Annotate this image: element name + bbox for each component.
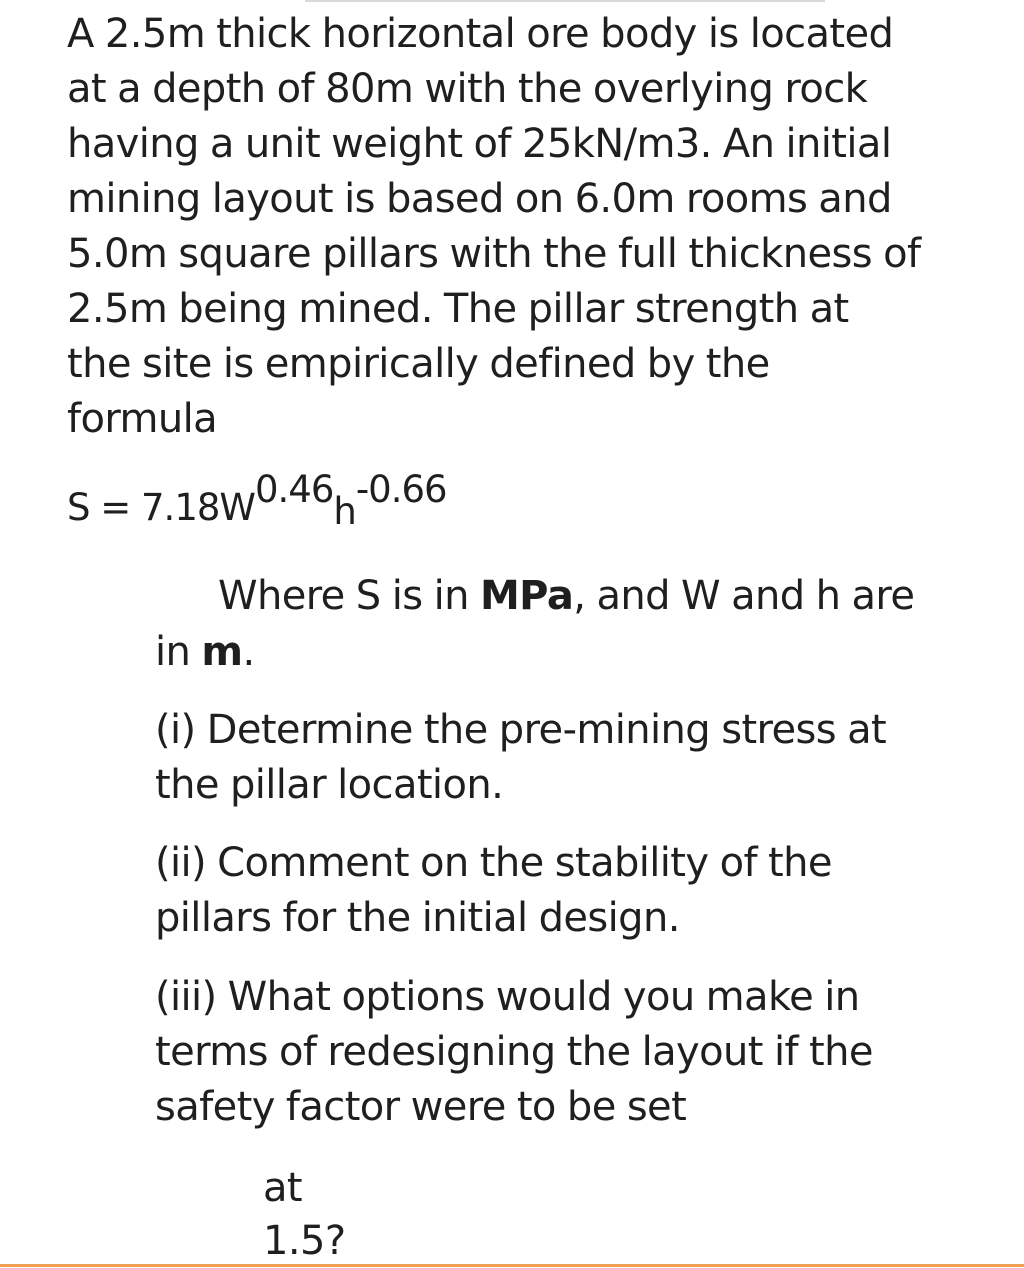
question-ii — [155, 836, 1005, 946]
units-note-line-1 — [155, 568, 995, 624]
question-line: safety factor were to be set — [155, 1084, 687, 1130]
top-divider — [305, 0, 825, 2]
question-line: (ii) Comment on the stability of the — [155, 840, 832, 886]
intro-line: formula — [67, 396, 218, 442]
intro-line: 2.5m being mined. The pillar strength at — [67, 286, 849, 332]
units-line2-prefix: in — [155, 629, 202, 675]
question-line: (i) Determine the pre-mining stress at — [155, 707, 887, 753]
question-line: (iii) What options would you make in — [155, 974, 860, 1020]
tail-line: at — [263, 1165, 302, 1211]
question-i — [155, 703, 1005, 813]
units-prefix: Where S is in — [218, 573, 480, 619]
bottom-divider — [0, 1264, 1024, 1267]
pillar-strength-formula — [67, 468, 447, 538]
units-middle: , and W and h are — [573, 573, 915, 619]
question-line: pillars for the initial design. — [155, 895, 680, 941]
question-line: terms of redesigning the layout if the — [155, 1029, 873, 1075]
formula-h-base: h — [333, 490, 356, 533]
question-line: the pillar location. — [155, 762, 504, 808]
tail-line: 1.5? — [263, 1218, 346, 1264]
formula-lhs: S = 7.18W — [67, 486, 255, 529]
safety-factor-value — [263, 1162, 345, 1268]
units-line2-suffix: . — [242, 629, 255, 675]
intro-line: the site is empirically defined by the — [67, 341, 770, 387]
units-note-line-2 — [155, 624, 995, 680]
intro-line: mining layout is based on 6.0m rooms and — [67, 176, 892, 222]
intro-line: having a unit weight of 25kN/m3. An initial — [67, 121, 892, 167]
intro-line: 5.0m square pillars with the full thickness of — [67, 231, 921, 277]
intro-line: A 2.5m thick horizontal ore body is located — [67, 11, 894, 57]
intro-line: at a depth of 80m with the overlying rock — [67, 66, 868, 112]
formula-w-exponent: 0.46 — [254, 468, 334, 511]
problem-intro — [67, 7, 1007, 447]
units-note — [155, 568, 995, 680]
formula-h-exponent: -0.66 — [355, 468, 447, 511]
unit-mpa: MPa — [479, 573, 574, 619]
unit-m: m — [201, 629, 243, 675]
question-iii — [155, 970, 1005, 1135]
